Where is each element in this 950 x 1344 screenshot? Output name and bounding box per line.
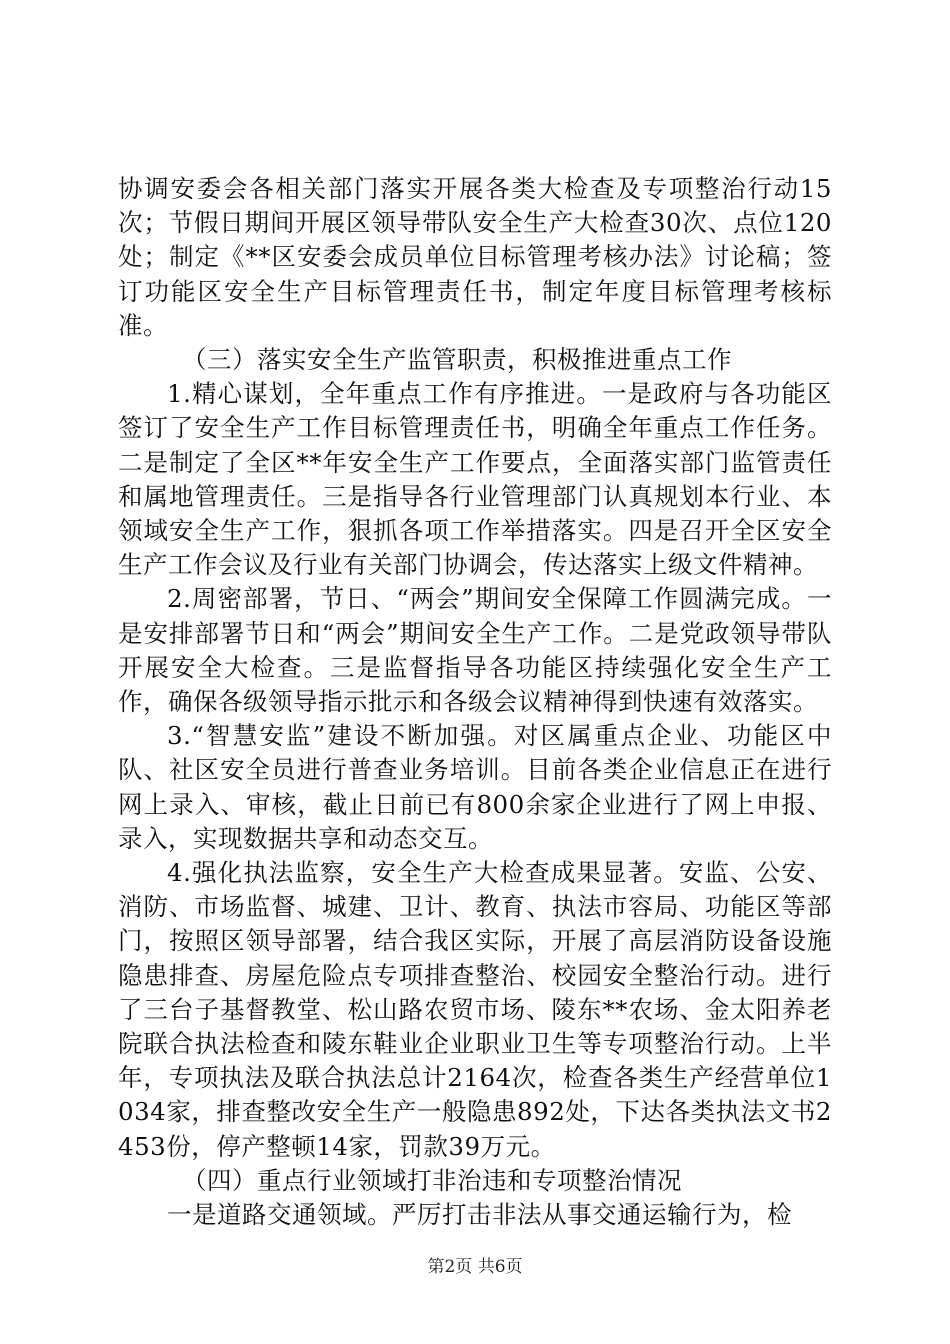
paragraph-continuation: 协调安委会各相关部门落实开展各类大检查及专项整治行动15次；节假日期间开展区领导带队安全生产大检查30次、点位120处；制定《**区安委会成员单位目标管理考核办法》讨论稿；签订功能区安全生产目标管理责任书，制定年度目标管理考核标准。 (118, 174, 832, 340)
section-heading-4: （四）重点行业领域打非治违和专项整治情况 (182, 1165, 682, 1195)
section-heading-3: （三）落实安全生产监管职责，积极推进重点工作 (182, 345, 732, 375)
paragraph-item-1: 1.精心谋划，全年重点工作有序推进。一是政府与各功能区签订了安全生产工作目标管理责任书，明确全年重点工作任务。二是制定了全区**年安全生产工作要点，全面落实部门监管责任和属地管理责任。三是指导各行业管理部门认真规划本行业、本领域安全生产工作，狠抓各项工作举措落实。四是召开全区安全生产工作会议及行业有关部门协调会，传达落实上级文件精神。 (118, 379, 832, 580)
document-body (118, 172, 832, 1232)
paragraph-road-traffic: 一是道路交通领域。严厉打击非法从事交通运输行为，检 (167, 1200, 792, 1230)
paragraph-item-4: 4.强化执法监察，安全生产大检查成果显著。安监、公安、消防、市场监督、城建、卫计、教育、执法市容局、功能区等部门，按照区领导部署，结合我区实际，开展了高层消防设备设施隐患排查、房屋危险点专项排查整治、校园安全整治行动。进行了三台子基督教堂、松山路农贸市场、陵东**农场、金太阳养老院联合执法检查和陵东鞋业企业职业卫生等专项整治行动。上半年，专项执法及联合执法总计2164次，检查各类生产经营单位1034家，排查整改安全生产一般隐患892处，下达各类执法文书2453份，停产整顿14家，罚款39万元。 (118, 858, 832, 1161)
paragraph-item-3: 3.“智慧安监”建设不断加强。对区属重点企业、功能区中队、社区安全员进行普查业务培训。目前各类企业信息正在进行网上录入、审核，截止日前已有800余家企业进行了网上申报、录入，实现数据共享和动态交互。 (118, 721, 832, 853)
page-number-label: 第2页 共6页 (427, 1257, 523, 1277)
page-footer (0, 1252, 950, 1277)
paragraph-item-2: 2.周密部署，节日、“两会”期间安全保障工作圆满完成。一是安排部署节日和“两会”期间安全生产工作。二是党政领导带队开展安全大检查。三是监督指导各功能区持续强化安全生产工作，确保各级领导指示批示和各级会议精神得到快速有效落实。 (118, 584, 832, 717)
